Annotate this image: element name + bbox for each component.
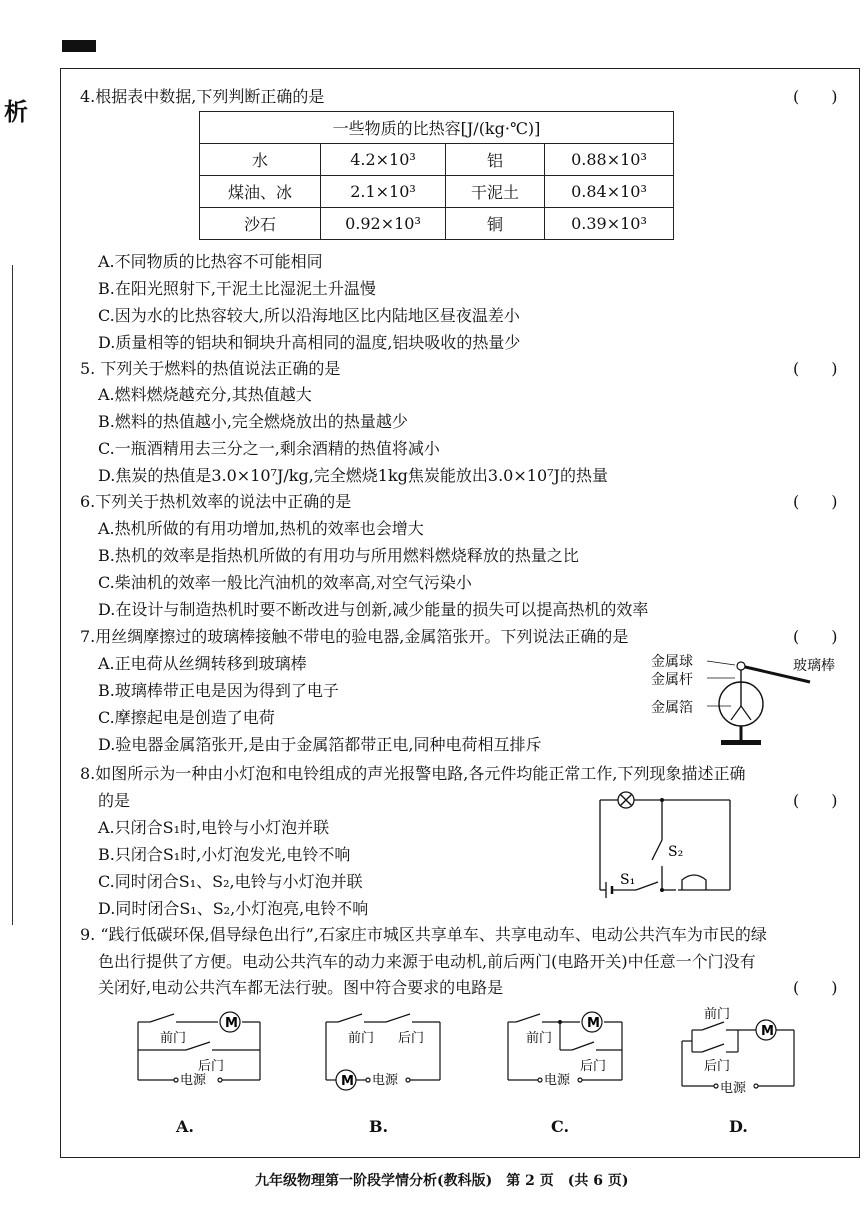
q9-stem-line1: 9. “践行低碳环保,倡导绿色出行”,石家庄市城区共享单车、共享电动车、电动公共汽车为市民的绿 [80,925,767,944]
label-metal-ball: 金属球 [651,654,693,670]
q5-option-c: C.一瓶酒精用去三分之一,剩余酒精的热值将减小 [98,439,440,458]
table-cell: 铜 [446,208,545,240]
corner-mark [62,40,96,52]
choice-b-label[interactable]: B. [369,1117,389,1136]
electroscope-figure [645,648,855,754]
specific-heat-table [199,111,674,240]
q7-answer-paren[interactable]: ( ) [793,627,838,646]
q5-stem: 5. 下列关于燃料的热值说法正确的是 [80,359,341,378]
table-cell: 煤油、冰 [200,176,321,208]
choice-a-label[interactable]: A. [176,1117,194,1136]
q6-stem: 6.下列关于热机效率的说法中正确的是 [80,492,352,511]
q4-option-c: C.因为水的比热容较大,所以沿海地区比内陆地区昼夜温差小 [98,306,520,325]
label-back-door: 后门 [198,1059,225,1074]
q8-option-c: C.同时闭合S₁、S₂,电铃与小灯泡并联 [98,872,363,891]
table-row [200,208,674,240]
table-cell: 4.2×10³ [321,144,446,176]
q8-stem-line1: 8.如图所示为一种由小灯泡和电铃组成的声光报警电路,各元件均能正常工作,下列现象描述正确 [80,764,746,783]
table-cell: 2.1×10³ [321,176,446,208]
choice-c-label[interactable]: C. [551,1117,570,1136]
circuit-c[interactable] [500,1008,630,1092]
q7-option-c: C.摩擦起电是创造了电荷 [98,708,275,727]
label-power: 电源 [180,1073,207,1088]
q6-option-d: D.在设计与制造热机时要不断改进与创新,减少能量的损失可以提高热机的效率 [98,600,649,619]
q5-option-d: D.焦炭的热值是3.0×10⁷J/kg,完全燃烧1kg焦炭能放出3.0×10⁷J的热量 [98,466,608,485]
q6-option-a: A.热机所做的有用功增加,热机的效率也会增大 [98,519,424,538]
q7-option-a: A.正电荷从丝绸转移到玻璃棒 [98,654,307,673]
q4-stem: 4.根据表中数据,下列判断正确的是 [80,87,325,106]
label-front-door: 前门 [160,1031,187,1046]
table-cell: 0.88×10³ [545,144,674,176]
q9-stem-line3: 关闭好,电动公共汽车都无法行驶。图中符合要求的电路是 [98,978,504,997]
q6-answer-paren[interactable]: ( ) [793,492,838,511]
q6-option-b: B.热机的效率是指热机所做的有用功与所用燃料燃烧释放的热量之比 [98,546,579,565]
q5-option-b: B.燃料的热值越小,完全燃烧放出的热量越少 [98,412,408,431]
q4-option-d: D.质量相等的铝块和铜块升高相同的温度,铝块吸收的热量少 [98,333,521,352]
table-title: 一些物质的比热容[J/(kg·℃)] [200,112,674,144]
label-power: 电源 [720,1081,747,1096]
table-cell: 沙石 [200,208,321,240]
q8-option-b: B.只闭合S₁时,小灯泡发光,电铃不响 [98,845,351,864]
motor-icon: M [341,1074,354,1089]
page-footer: 九年级物理第一阶段学情分析(教科版) 第 2 页 (共 6 页) [255,1173,629,1189]
q5-option-a: A.燃料燃烧越充分,其热值越大 [98,385,312,404]
label-back-door: 后门 [580,1059,607,1074]
q6-option-c: C.柴油机的效率一般比汽油机的效率高,对空气污染小 [98,573,472,592]
circuit-d[interactable] [676,1006,806,1096]
table-cell: 0.92×10³ [321,208,446,240]
label-metal-rod: 金属杆 [651,672,693,688]
q8-stem-line2: 的是 [98,791,131,810]
label-back-door: 后门 [398,1031,425,1046]
side-char: 析 [4,97,28,126]
table-cell: 铝 [446,144,545,176]
table-row [200,176,674,208]
motor-icon: M [761,1024,774,1039]
q8-answer-paren[interactable]: ( ) [793,791,838,810]
table-cell: 0.39×10³ [545,208,674,240]
label-s1: S₁ [620,872,636,888]
label-metal-foil: 金属箔 [651,700,693,716]
label-front-door: 前门 [348,1031,375,1046]
label-power: 电源 [372,1073,399,1088]
label-s2: S₂ [668,844,684,860]
table-cell: 0.84×10³ [545,176,674,208]
motor-icon: M [587,1016,600,1031]
q4-answer-paren[interactable]: ( ) [793,87,838,106]
label-power: 电源 [544,1073,571,1088]
q9-answer-paren[interactable]: ( ) [793,978,838,997]
q7-option-b: B.玻璃棒带正电是因为得到了电子 [98,681,339,700]
label-front-door: 前门 [704,1007,731,1022]
q7-option-d: D.验电器金属箔张开,是由于金属箔都带正电,同种电荷相互排斥 [98,735,542,754]
table-row [200,144,674,176]
q9-stem-line2: 色出行提供了方便。电动公共汽车的动力来源于电动机,前后两门(电路开关)中任意一个门没有 [98,952,756,971]
q4-option-a: A.不同物质的比热容不可能相同 [98,252,323,271]
q5-answer-paren[interactable]: ( ) [793,359,838,378]
table-cell: 水 [200,144,321,176]
q8-option-d: D.同时闭合S₁、S₂,小灯泡亮,电铃不响 [98,899,369,918]
q8-option-a: A.只闭合S₁时,电铃与小灯泡并联 [98,818,330,837]
alarm-circuit-figure [590,790,740,900]
table-cell: 干泥土 [446,176,545,208]
label-back-door: 后门 [704,1059,731,1074]
circuit-a[interactable] [130,1008,270,1092]
motor-icon: M [225,1016,238,1031]
left-margin-line [12,265,13,925]
label-glass-rod: 玻璃棒 [793,658,835,674]
q4-option-b: B.在阳光照射下,干泥土比湿泥土升温慢 [98,279,376,298]
q7-stem: 7.用丝绸摩擦过的玻璃棒接触不带电的验电器,金属箔张开。下列说法正确的是 [80,627,629,646]
circuit-b[interactable] [318,1008,448,1092]
choice-d-label[interactable]: D. [729,1117,748,1136]
label-front-door: 前门 [526,1031,553,1046]
